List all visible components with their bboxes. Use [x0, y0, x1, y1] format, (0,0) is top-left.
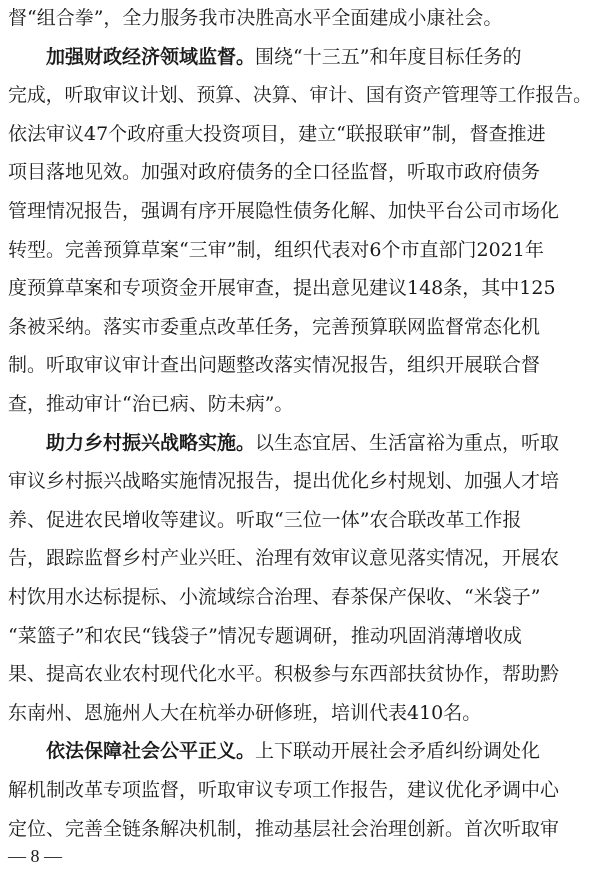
- line-text: 养、促进农民增收等建议。听取“三位一体”农合联改革工作报: [8, 508, 522, 531]
- text-line: [0, 581, 600, 613]
- text-line-content: [8, 581, 540, 613]
- text-line: [0, 504, 600, 536]
- line-text: 定位、完善全链条解决机制，推动基层社会治理创新。首次听取审: [8, 817, 560, 840]
- paragraph-heading: 依法保障社会公平正义。: [46, 740, 256, 763]
- text-line: [0, 388, 600, 420]
- line-text: 转型。完善预算草案“三审”制，组织代表对6个市直部门2021年: [8, 238, 544, 261]
- line-text: 解机制改革专项监督，听取审议专项工作报告，建议优化矛调中心: [8, 779, 560, 801]
- text-line: [0, 234, 600, 266]
- paragraph-heading: 加强财政经济领域监督。: [46, 45, 256, 68]
- text-line: [0, 427, 600, 459]
- text-line: [0, 735, 600, 767]
- line-text: 查，推动审计“治已病、防未病”。: [8, 393, 294, 415]
- line-text: 管理情况报告，强调有序开展隐性债务化解、加快平台公司市场化: [8, 200, 560, 222]
- line-text: 果、提高农业农村现代化水平。积极参与东西部扶贫协作，帮助黔: [8, 663, 560, 686]
- text-line-content: [8, 504, 521, 536]
- text-line: [0, 620, 600, 652]
- text-line-content: [8, 234, 544, 266]
- text-line: [0, 542, 600, 574]
- line-text: 完成，听取审议计划、预算、决算、审计、国有资产管理等工作报告。: [8, 84, 593, 107]
- text-line-content: [8, 620, 522, 652]
- text-line-content: [8, 195, 559, 227]
- text-line: [0, 41, 600, 73]
- text-line-content: [8, 118, 546, 150]
- line-text: 条被采纳。落实市委重点改革任务，完善预算联网监督常态化机: [8, 315, 541, 338]
- text-line: [0, 118, 600, 150]
- text-line: [0, 813, 600, 845]
- text-line: [0, 195, 600, 227]
- text-line-content: [8, 79, 592, 111]
- text-line: [0, 697, 600, 729]
- line-text: 以生态宜居、生活富裕为重点，听取: [255, 431, 560, 454]
- text-line: [0, 79, 600, 111]
- line-text: 依法审议47个政府重大投资项目，建立“联报联审”制，督查推进: [8, 122, 546, 145]
- line-text: 制。听取审议审计查出问题整改落实情况报告，组织开展联合督: [8, 354, 541, 377]
- text-line-content: [46, 427, 559, 459]
- text-line-content: [8, 542, 559, 574]
- text-line-content: [46, 41, 521, 73]
- text-line: [0, 658, 600, 690]
- text-line: [0, 465, 600, 497]
- text-line-content: [8, 388, 293, 420]
- line-text: 围绕“十三五”和年度目标任务的: [255, 45, 522, 68]
- text-line: [0, 311, 600, 343]
- paragraph-heading: 助力乡村振兴战略实施。: [46, 431, 256, 454]
- line-text: 度预算草案和专项资金开展审查，提出意见建议148条，其中125: [8, 277, 556, 300]
- line-text: 上下联动开展社会矛盾纠纷调处化: [255, 740, 541, 763]
- text-line-content: [8, 465, 559, 497]
- line-text: 审议乡村振兴战略实施情况报告，提出优化乡村规划、加强人才培: [8, 470, 560, 493]
- page-number: — 8 —: [8, 846, 62, 866]
- line-text: 督“组合拳”，全力服务我市决胜高水平全面建成小康社会。: [8, 7, 503, 29]
- text-line-content: [46, 735, 540, 767]
- line-text: “菜篮子”和农民“钱袋子”情况专题调研，推动巩固消薄增收成: [8, 624, 522, 647]
- line-text: 项目落地见效。加强对政府债务的全口径监督，听取市政府债务: [8, 161, 541, 184]
- text-line: [0, 272, 600, 304]
- text-line-content: [8, 349, 540, 381]
- text-line-content: [8, 272, 556, 304]
- text-line: [0, 2, 600, 34]
- text-line: [0, 774, 600, 806]
- text-line-content: [8, 156, 540, 188]
- line-text: 村饮用水达标提标、小流域综合治理、春茶保产保收、“米袋子”: [8, 586, 541, 608]
- text-line-content: [8, 311, 540, 343]
- text-line: [0, 156, 600, 188]
- text-line: [0, 349, 600, 381]
- text-line-content: [8, 813, 559, 845]
- text-line-content: [8, 774, 559, 806]
- text-line-content: [8, 2, 502, 34]
- text-line-content: [8, 658, 559, 690]
- line-text: 告，跟踪监督乡村产业兴旺、治理有效审议意见落实情况，开展农: [8, 547, 560, 570]
- line-text: 东南州、恩施州人大在杭举办研修班，培训代表410名。: [8, 701, 482, 724]
- text-line-content: [8, 697, 481, 729]
